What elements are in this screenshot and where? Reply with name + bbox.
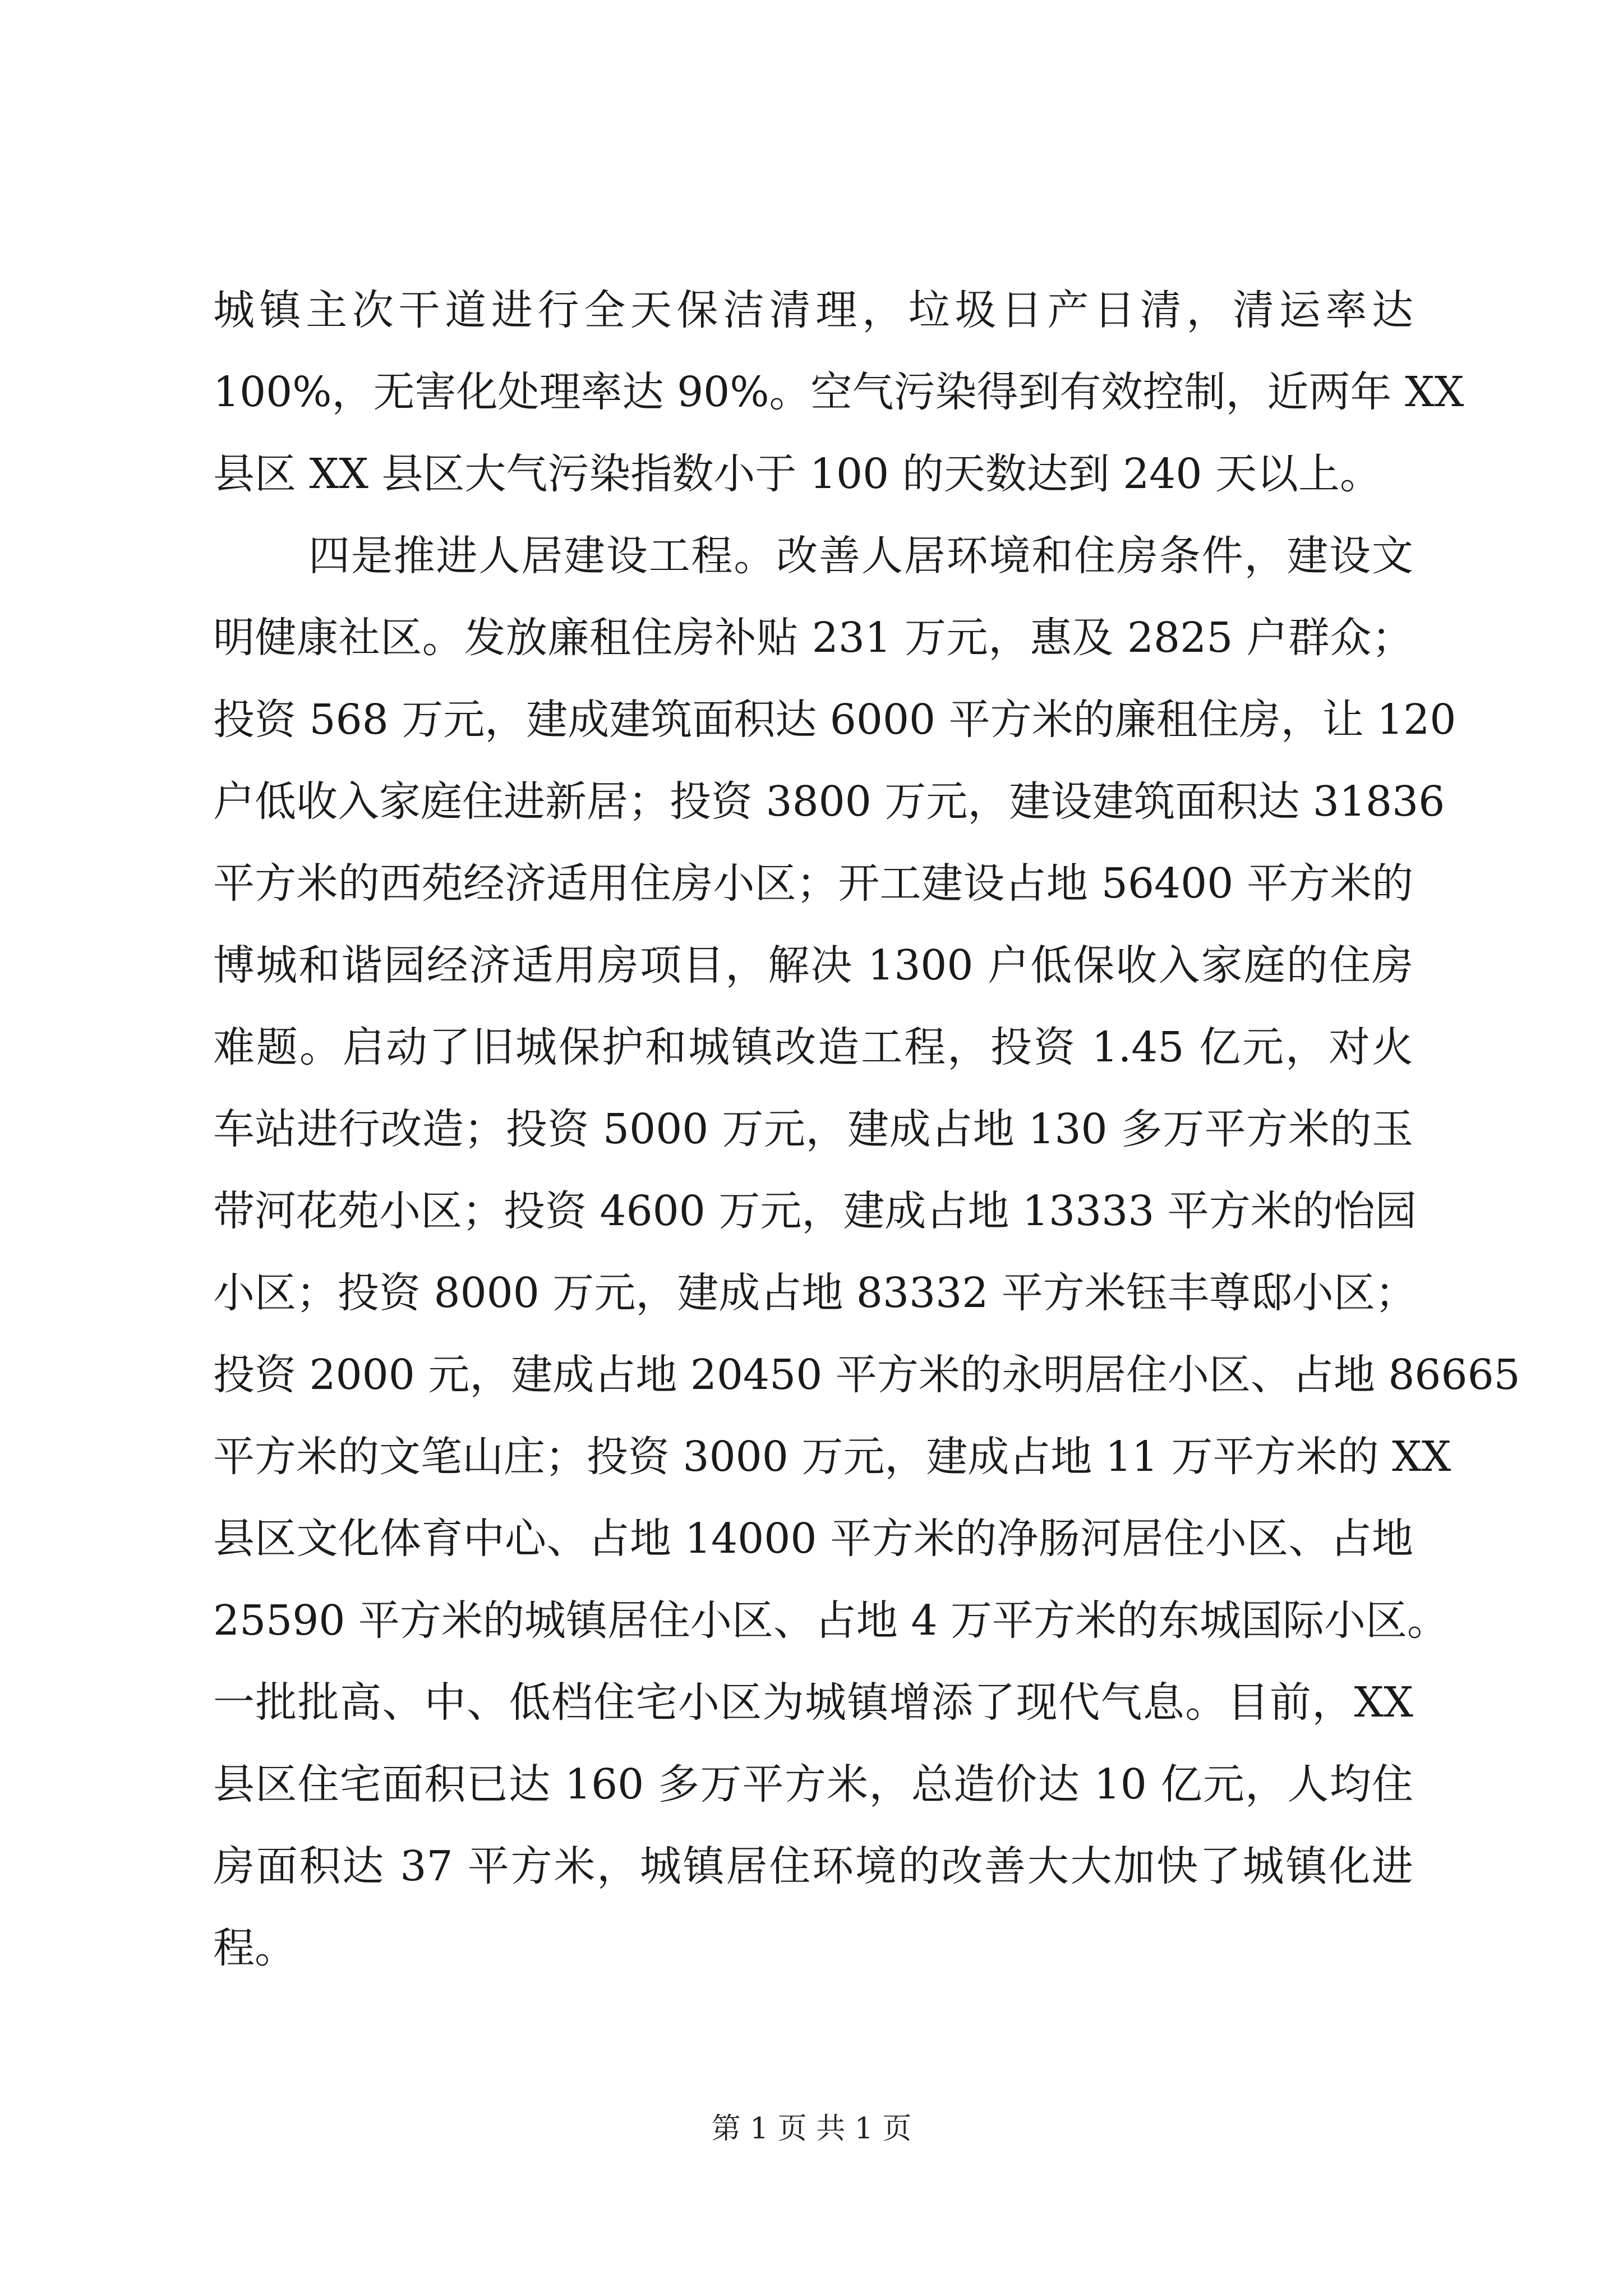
text-line: 100%，无害化处理率达 90%。空气污染得到有效控制，近两年 XX bbox=[213, 368, 1464, 416]
text-line: 投资 568 万元，建成建筑面积达 6000 平方米的廉租住房，让 120 bbox=[213, 696, 1456, 744]
text-line: 县区 XX 县区大气污染指数小于 100 的天数达到 240 天以上。 bbox=[213, 450, 1381, 498]
text-line: 县区文化体育中心、占地 14000 平方米的净肠河居住小区、占地 bbox=[213, 1515, 1413, 1563]
paragraph-2 bbox=[213, 515, 1520, 1989]
text-line: 平方米的文笔山庄；投资 3000 万元，建成占地 11 万平方米的 XX bbox=[213, 1433, 1451, 1481]
page-footer bbox=[0, 2109, 1623, 2148]
text-line: 房面积达 37 平方米，城镇居住环境的改善大大加快了城镇化进 bbox=[213, 1842, 1413, 1890]
text-line: 平方米的西苑经济适用住房小区；开工建设占地 56400 平方米的 bbox=[213, 859, 1413, 908]
text-line: 小区；投资 8000 万元，建成占地 83332 平方米钰丰尊邸小区； bbox=[213, 1269, 1417, 1317]
text-line: 四是推进人居建设工程。改善人居环境和住房条件，建设文 bbox=[308, 532, 1413, 580]
text-line: 明健康社区。发放廉租住房补贴 231 万元，惠及 2825 户群众； bbox=[213, 614, 1413, 662]
document-body bbox=[213, 269, 1520, 1989]
text-line: 25590 平方米的城镇居住小区、占地 4 万平方米的东城国际小区。 bbox=[213, 1596, 1449, 1645]
text-line: 户低收入家庭住进新居；投资 3800 万元，建设建筑面积达 31836 bbox=[213, 777, 1445, 826]
paragraph-1 bbox=[213, 269, 1464, 515]
text-line: 城镇主次干道进行全天保洁清理，垃圾日产日清，清运率达 bbox=[213, 286, 1413, 334]
text-line: 难题。启动了旧城保护和城镇改造工程，投资 1.45 亿元，对火 bbox=[213, 1023, 1413, 1071]
text-line: 车站进行改造；投资 5000 万元，建成占地 130 多万平方米的玉 bbox=[213, 1105, 1413, 1153]
text-line: 程。 bbox=[213, 1924, 296, 1972]
text-line: 县区住宅面积已达 160 多万平方米，总造价达 10 亿元，人均住 bbox=[213, 1760, 1413, 1809]
text-line: 博城和谐园经济适用房项目，解决 1300 户低保收入家庭的住房 bbox=[213, 941, 1413, 990]
page-number-label: 第 1 页 共 1 页 bbox=[711, 2112, 912, 2146]
text-line: 一批批高、中、低档住宅小区为城镇增添了现代气息。目前，XX bbox=[213, 1678, 1413, 1727]
text-line: 投资 2000 元，建成占地 20450 平方米的永明居住小区、占地 86665 bbox=[213, 1351, 1520, 1399]
text-line: 带河花苑小区；投资 4600 万元，建成占地 13333 平方米的怡园 bbox=[213, 1187, 1417, 1235]
